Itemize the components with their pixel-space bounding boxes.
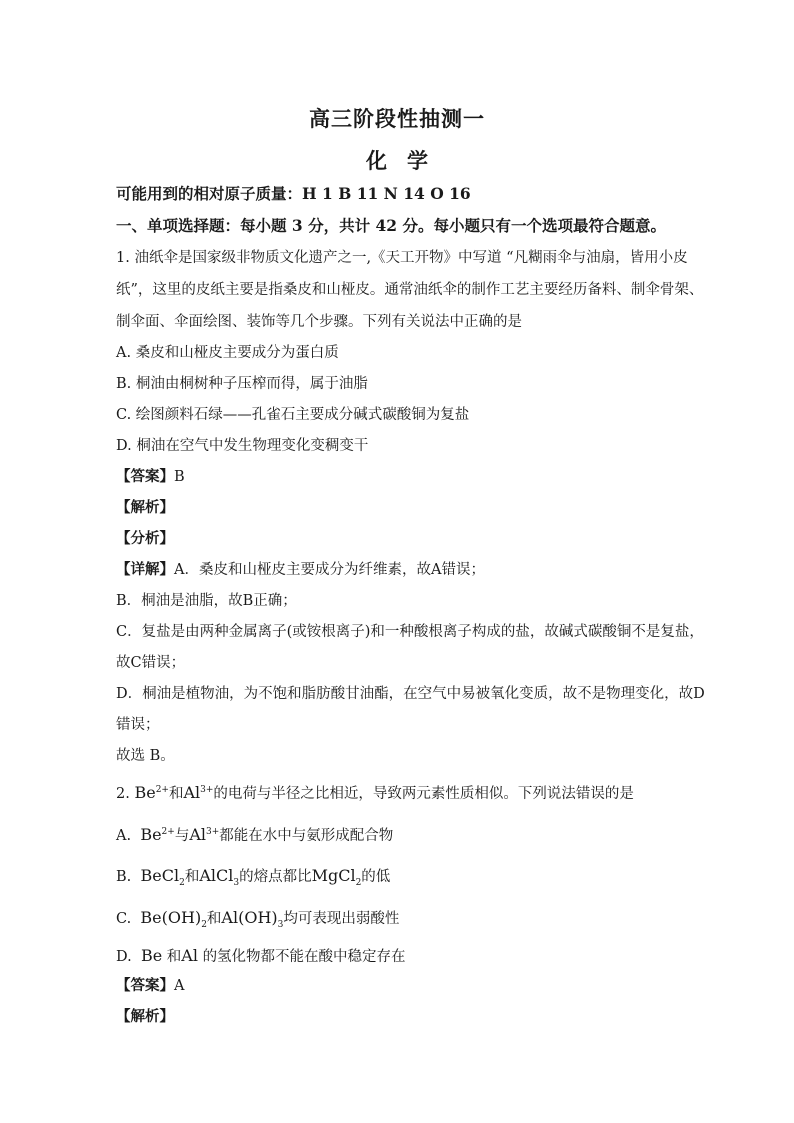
q1-detail-line-5: D．桐油是植物油，为不饱和脂肪酸甘油酯，在空气中易被氧化变质，故不是物理变化，故D bbox=[116, 686, 705, 702]
answer-value: A bbox=[174, 978, 185, 994]
subscript: 2 bbox=[201, 919, 207, 930]
option-label: D. bbox=[116, 949, 132, 965]
answer-tag: 【答案】 bbox=[116, 977, 174, 994]
al-charge: 3+ bbox=[200, 785, 214, 796]
subscript: 3 bbox=[233, 877, 240, 888]
detail-text: A．桑皮和山桠皮主要成分为纤维素，故A错误； bbox=[174, 562, 485, 578]
option-text: 与 bbox=[174, 828, 190, 844]
q2-option-a bbox=[116, 825, 393, 846]
al-charge: 3+ bbox=[206, 827, 220, 838]
subscript: 3 bbox=[277, 919, 284, 930]
q1-detail-line-4: 故C错误； bbox=[116, 655, 186, 671]
q2-number: 2. bbox=[116, 786, 130, 802]
option-label: C. bbox=[116, 911, 132, 927]
q2-answer bbox=[116, 976, 184, 996]
becl-formula: BeCl bbox=[140, 866, 180, 885]
q2-option-d bbox=[116, 946, 406, 967]
be-ion: Be bbox=[140, 825, 162, 844]
be-element: Be bbox=[140, 946, 163, 965]
q1-detail-line-1 bbox=[116, 560, 485, 580]
q1-detail-line-3: C．复盐是由两种金属离子(或铵根离子)和一种酸根离子构成的盐，故碱式碳酸铜不是复盐， bbox=[116, 624, 704, 640]
answer-value: B bbox=[174, 469, 185, 485]
subject-char-2: 学 bbox=[407, 148, 428, 173]
q1-option-a: A. 桑皮和山桠皮主要成分为蛋白质 bbox=[116, 345, 339, 361]
alcl-formula: AlCl bbox=[199, 866, 234, 885]
be-ion: Be bbox=[134, 783, 156, 802]
section-heading: 一、单项选择题：每小题 3 分，共计 42 分。每小题只有一个选项最符合题意。 bbox=[116, 216, 666, 235]
q1-analysis-tag: 【解析】 bbox=[116, 499, 174, 516]
subject-char-1: 化 bbox=[366, 148, 387, 173]
q1-conclusion: 故选 B。 bbox=[116, 748, 175, 764]
q2-analysis-tag: 【解析】 bbox=[116, 1008, 174, 1025]
option-label: B. bbox=[116, 869, 132, 885]
be-charge: 2+ bbox=[161, 827, 175, 838]
al-ion: Al bbox=[189, 825, 206, 844]
subscript: 2 bbox=[355, 877, 362, 888]
q1-option-c: C. 绘图颜料石绿——孔雀石主要成分碱式碳酸铜为复盐 bbox=[116, 407, 470, 423]
option-text: 的低 bbox=[361, 869, 391, 885]
q2-option-b bbox=[116, 866, 390, 887]
option-text: 均可表现出弱酸性 bbox=[283, 911, 400, 927]
option-text: 和 bbox=[206, 911, 222, 927]
atomic-mass-line: 可能用到的相对原子质量：H 1 B 11 N 14 O 16 bbox=[116, 184, 471, 203]
q1-answer bbox=[116, 467, 185, 487]
detail-tag: 【详解】 bbox=[116, 561, 174, 578]
al-ion: Al bbox=[183, 783, 201, 802]
q2-and: 和 bbox=[168, 786, 184, 802]
q1-option-b: B. 桐油由桐树种子压榨而得，属于油脂 bbox=[116, 376, 368, 392]
q2-option-c bbox=[116, 908, 399, 929]
mgcl-formula: MgCl bbox=[311, 866, 356, 885]
be-charge: 2+ bbox=[155, 785, 169, 796]
option-text: 的氢化物都不能在酸中稳定存在 bbox=[202, 949, 406, 965]
beoh-formula: Be(OH) bbox=[140, 908, 202, 927]
subject-heading bbox=[0, 145, 794, 175]
q1-stem-line-3: 制伞面、伞面绘图、装饰等几个步骤。下列有关说法中正确的是 bbox=[116, 314, 522, 330]
q1-fenxi-tag: 【分析】 bbox=[116, 530, 174, 547]
al-element: Al bbox=[181, 946, 198, 965]
q1-stem-line-1: 1. 油纸伞是国家级非物质文化遗产之一,《天工开物》中写道 “凡糊雨伞与油扇，皆用小皮 bbox=[116, 250, 688, 266]
aloh-formula: Al(OH) bbox=[221, 908, 278, 927]
option-label: A. bbox=[116, 828, 132, 844]
subscript: 2 bbox=[179, 877, 185, 888]
q2-stem-rest: 的电荷与半径之比相近，导致两元素性质相似。下列说法错误的是 bbox=[213, 786, 634, 802]
answer-tag: 【答案】 bbox=[116, 468, 174, 485]
q1-detail-line-6: 错误； bbox=[116, 717, 160, 733]
q2-stem bbox=[116, 783, 634, 804]
option-text: 和 bbox=[166, 949, 182, 965]
option-text: 都能在水中与氨形成配合物 bbox=[219, 828, 394, 844]
option-text: 的熔点都比 bbox=[239, 869, 312, 885]
page-title: 高三阶段性抽测一 bbox=[309, 106, 485, 131]
q1-detail-line-2: B．桐油是油脂，故B正确； bbox=[116, 593, 297, 609]
q1-option-d: D. 桐油在空气中发生物理变化变稠变干 bbox=[116, 438, 369, 454]
q1-stem-line-2: 纸”，这里的皮纸主要是指桑皮和山桠皮。通常油纸伞的制作工艺主要经历备料、制伞骨架、 bbox=[116, 282, 704, 298]
option-text: 和 bbox=[184, 869, 200, 885]
